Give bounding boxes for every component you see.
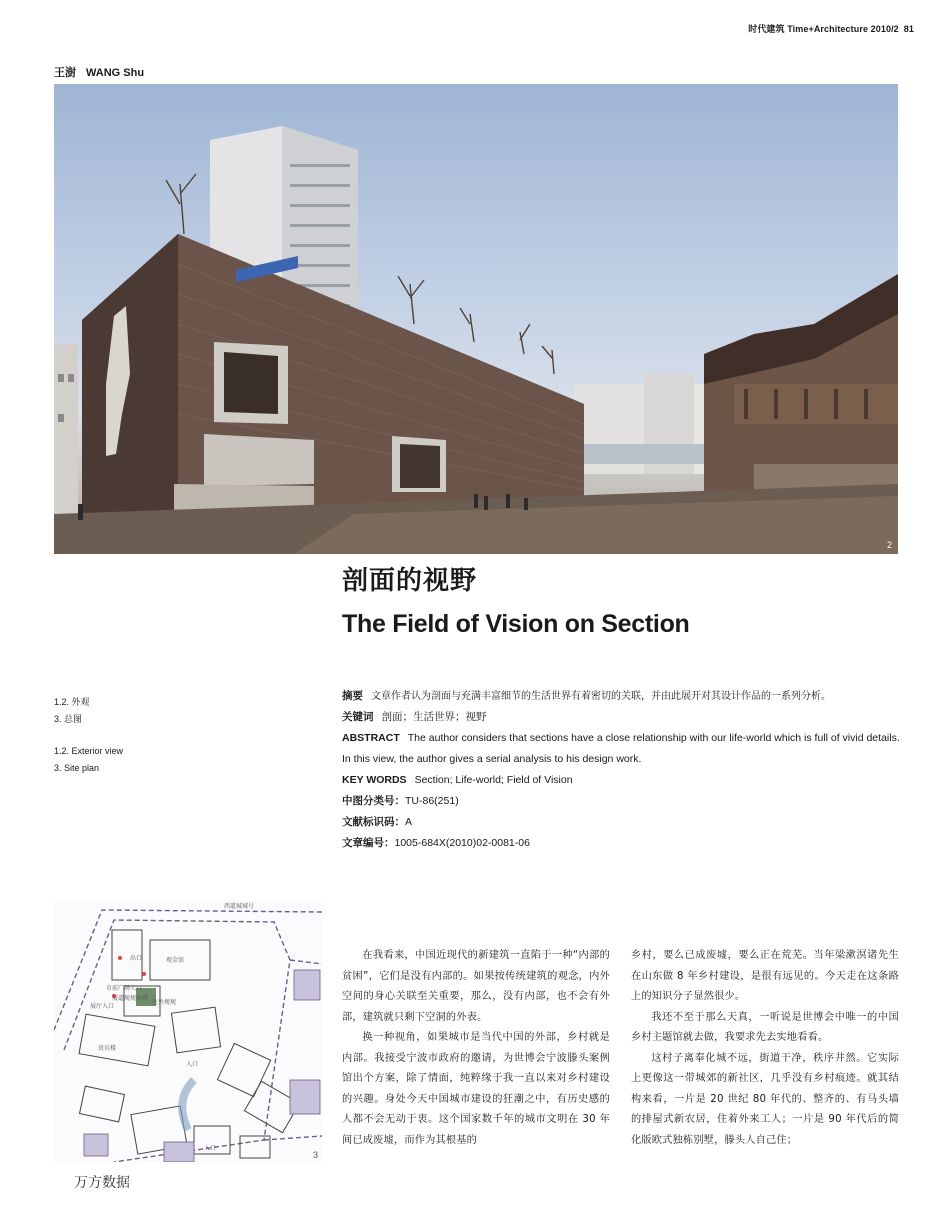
site-plan-label-entrance-2: 入口 bbox=[204, 1145, 217, 1152]
author-byline bbox=[54, 64, 148, 80]
site-plan-number: 3 bbox=[312, 1150, 318, 1160]
document-code bbox=[342, 812, 902, 833]
caption-en-1: 1.2. Exterior view bbox=[54, 746, 124, 756]
site-plan-drawing bbox=[54, 900, 322, 1162]
site-plan-figure bbox=[54, 900, 322, 1162]
watermark: 万方数据 bbox=[74, 1175, 130, 1191]
abstract-en-text: The author considers that sections have a close relationship with our life-world which is full of vivid details. In this view, the author gives a serial analysis to his design work. bbox=[342, 732, 900, 765]
caption-en-2: 3. Site plan bbox=[54, 763, 100, 773]
site-plan-label-plaza-entrance: 市前广场人口 bbox=[106, 985, 143, 992]
body-paragraph: 这村子离奉化城不远，街道干净，秩序井然。它实际上更像这一带城郊的新社区，几乎没有乡村痕迹。就其结构来看，一片是 20 世纪 80 年代的、整齐的、有马头墙的排屋式新农居，住着外来工人；一片是 90 年代后的简化版欧式独栋别墅，滕头人自己住； bbox=[631, 1052, 899, 1146]
article-number bbox=[342, 833, 902, 854]
body-paragraph: 我还不至于那么天真，一听说是世博会中唯一的中国乡村主题馆就去做，我要求先去实地看看。 bbox=[631, 1011, 899, 1043]
keywords-en-label: KEY WORDS bbox=[342, 774, 407, 786]
body-paragraph: 换一种视角，如果城市是当代中国的外部，乡村就是内部。我接受宁波市政府的邀请，为世博会宁波滕头案例馆出个方案，除了情面，纯粹缘于我一直以来对乡村建设的兴趣。身处今天中国城市建设的狂潮之中，有历史感的人都不会无动于衷。这个国家数千年的城市文明在 30 年间已成废墟，而作为其根基的 bbox=[342, 1032, 610, 1146]
caption-cn-2: 3. 总图 bbox=[54, 714, 83, 724]
site-plan-label-road: 西道城城号 bbox=[224, 903, 255, 910]
clc-number bbox=[342, 791, 902, 812]
article-title-en: The Field of Vision on Section bbox=[342, 610, 690, 638]
exterior-photo bbox=[54, 84, 898, 554]
keywords-cn bbox=[342, 707, 902, 728]
author-name-cn: 王澍 bbox=[54, 66, 76, 79]
abstract-en-label: ABSTRACT bbox=[342, 732, 400, 744]
site-plan-label-hall-entrance: 展厅入口 bbox=[90, 1003, 115, 1010]
body-paragraph: 乡村，要么已成废墟，要么正在荒芜。当年梁漱溟诸先生在山东做 8 年乡村建设，是很有远见的。今天走在这条路上的知识分子显然很少。 bbox=[631, 950, 899, 1002]
site-plan-label-area: 展道规规规规 bbox=[112, 995, 149, 1002]
abstract-block bbox=[342, 686, 902, 854]
abstract-en bbox=[342, 728, 902, 770]
exterior-photo-illustration bbox=[54, 84, 898, 554]
keywords-cn-text: 剖面；生活世界；视野 bbox=[381, 711, 487, 723]
document-code-value: A bbox=[405, 816, 413, 828]
body-paragraph: 在我看来，中国近现代的新建筑一直陷于一种“内部的贫困”，它们是没有内部的。如果按传统建筑的观念，内外空间的身心关联至关重要，那么，没有内部，也不会有外部，建筑就只剩下空洞的外表。 bbox=[342, 950, 610, 1023]
site-plan-label-exit: 出口 bbox=[130, 955, 143, 962]
body-column-1 bbox=[342, 946, 610, 1151]
article-number-value: 1005-684X(2010)02-0081-06 bbox=[394, 837, 530, 849]
caption-cn-1: 1.2. 外观 bbox=[54, 697, 90, 707]
clc-value: TU-86(251) bbox=[405, 795, 459, 807]
clc-label: 中图分类号： bbox=[342, 795, 405, 807]
photo-number: 2 bbox=[886, 540, 892, 550]
body-column-2 bbox=[631, 946, 899, 1151]
site-plan-label-vip: 贵宾楼 bbox=[98, 1045, 117, 1052]
document-code-label: 文献标识码： bbox=[342, 816, 405, 828]
article-number-label: 文章编号： bbox=[342, 837, 395, 849]
keywords-en bbox=[342, 770, 902, 791]
page-number: 81 bbox=[903, 24, 914, 34]
abstract-cn bbox=[342, 686, 902, 707]
article-title-cn: 剖面的视野 bbox=[342, 566, 478, 596]
figure-captions bbox=[54, 694, 123, 777]
journal-title: 时代建筑 Time+Architecture 2010/2 bbox=[748, 24, 899, 34]
site-plan-label-entrance-1: 入口 bbox=[186, 1061, 199, 1068]
keywords-en-text: Section; Life-world; Field of Vision bbox=[414, 774, 573, 786]
abstract-cn-text: 文章作者认为剖面与充满丰富细节的生活世界有着密切的关联，并由此展开对其设计作品的一系列分析。 bbox=[371, 691, 831, 702]
site-plan-label-pavilion: 观金馆 bbox=[166, 957, 185, 964]
running-header bbox=[748, 22, 914, 35]
site-plan-label-outdoor: 室外规规 bbox=[152, 999, 177, 1006]
keywords-cn-label: 关键词 bbox=[342, 711, 374, 723]
author-name-en: WANG Shu bbox=[86, 67, 145, 79]
abstract-cn-label: 摘要 bbox=[342, 690, 363, 702]
